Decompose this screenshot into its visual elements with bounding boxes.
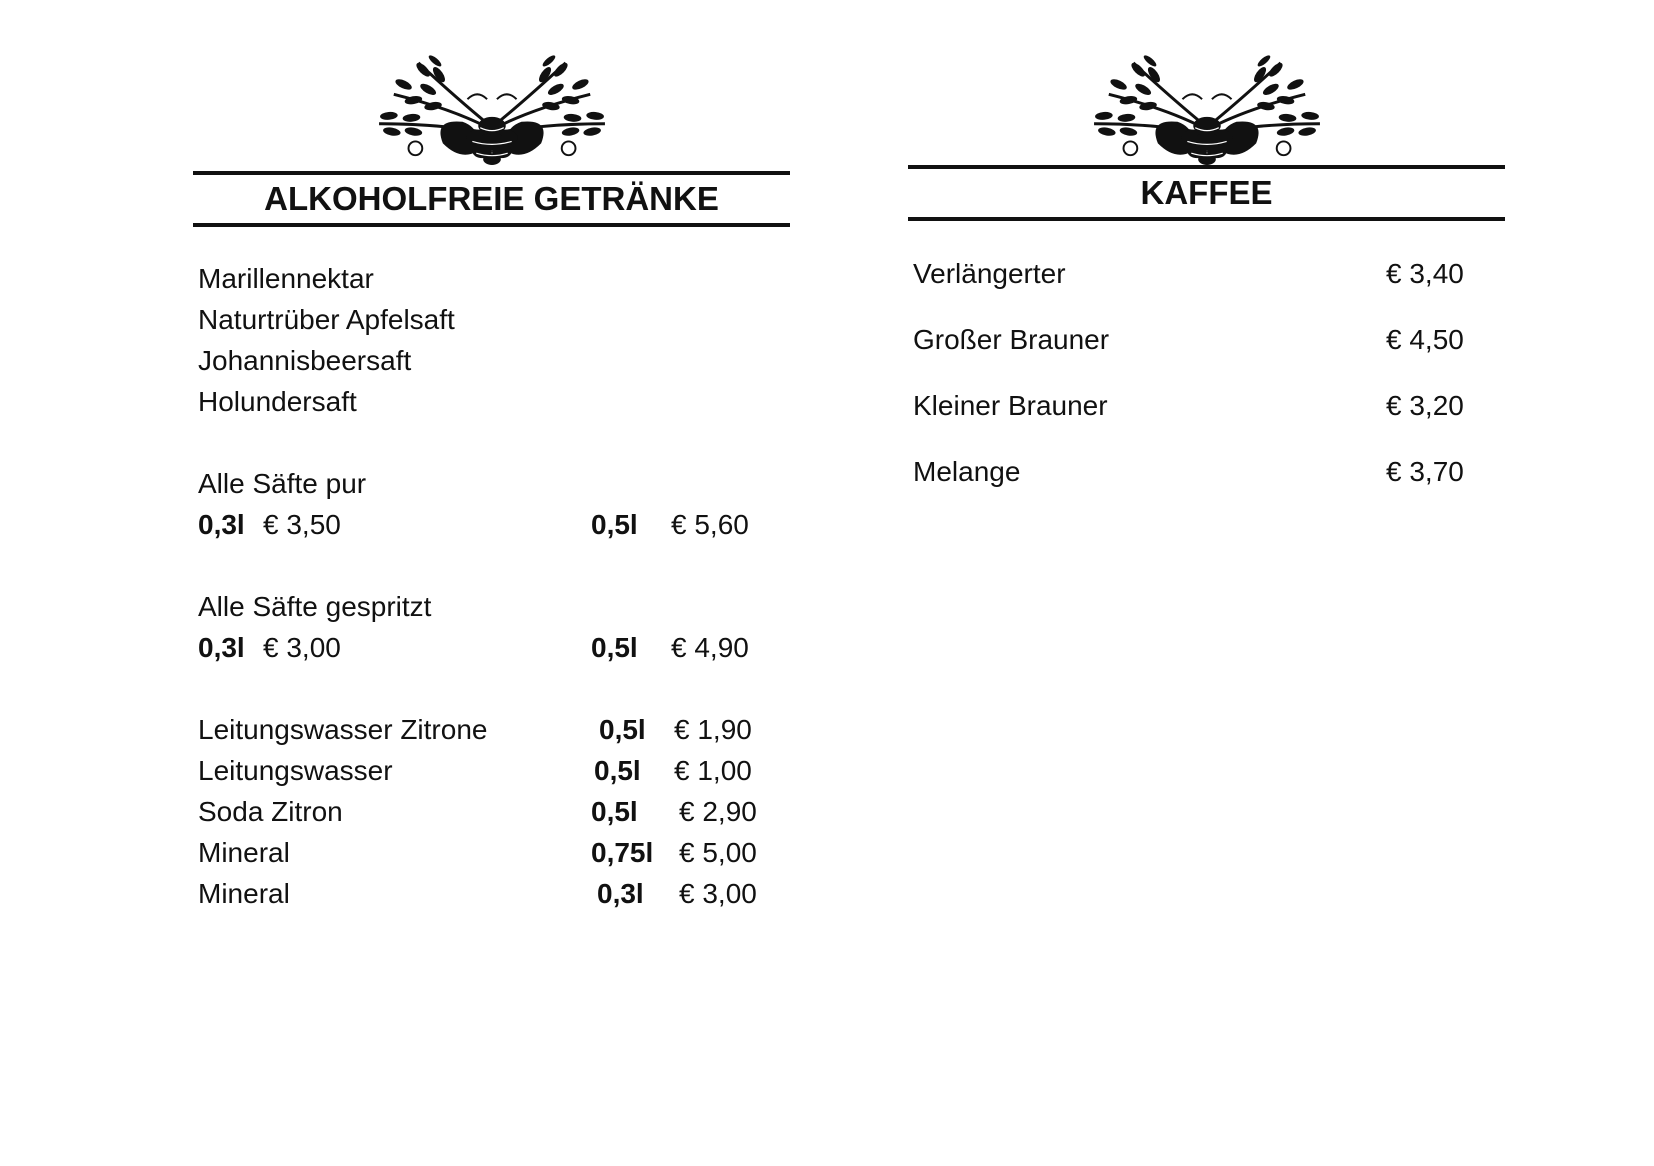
- size-label: 0,5l: [591, 796, 638, 827]
- juices-pure-label: Alle Säfte pur: [198, 468, 367, 499]
- list-item: Johannisbeersaft: [198, 345, 412, 376]
- price-label: € 3,20: [1386, 390, 1464, 421]
- juices-spritzed-label: Alle Säfte gespritzt: [198, 591, 432, 622]
- price-label: € 5,60: [671, 509, 749, 540]
- list-item-name: Mineral: [198, 837, 290, 868]
- size-label: 0,75l: [591, 837, 654, 868]
- price-label: € 3,70: [1386, 456, 1464, 487]
- price-label: € 3,00: [679, 878, 757, 909]
- list-item-name: Großer Brauner: [913, 324, 1110, 355]
- price-label: € 1,90: [674, 714, 752, 745]
- list-item-name: Leitungswasser Zitrone: [198, 714, 488, 745]
- size-label: 0,5l: [594, 755, 641, 786]
- size-label: 0,3l: [198, 632, 245, 663]
- list-item-name: Verlängerter: [913, 258, 1066, 289]
- section-title: KAFFEE: [908, 165, 1505, 221]
- wheat-hops-ornament-icon: [1087, 55, 1327, 165]
- price-label: € 3,50: [263, 509, 341, 540]
- price-label: € 5,00: [679, 837, 757, 868]
- size-label: 0,5l: [591, 632, 638, 663]
- price-label: € 2,90: [679, 796, 757, 827]
- size-label: 0,5l: [591, 509, 638, 540]
- price-label: € 1,00: [674, 755, 752, 786]
- list-item: Holundersaft: [198, 386, 357, 417]
- list-item: Marillennektar: [198, 263, 374, 294]
- list-item: Naturtrüber Apfelsaft: [198, 304, 455, 335]
- coffee-section: [908, 55, 1505, 487]
- non-alcoholic-drinks-section: [193, 55, 790, 909]
- size-label: 0,5l: [599, 714, 646, 745]
- list-item-name: Leitungswasser: [198, 755, 393, 786]
- price-label: € 3,00: [263, 632, 341, 663]
- wheat-hops-ornament-icon: [372, 55, 612, 165]
- price-label: € 4,90: [671, 632, 749, 663]
- list-item-name: Soda Zitron: [198, 796, 343, 827]
- size-label: 0,3l: [198, 509, 245, 540]
- price-label: € 3,40: [1386, 258, 1464, 289]
- section-title: ALKOHOLFREIE GETRÄNKE: [193, 171, 790, 227]
- list-item-name: Kleiner Brauner: [913, 390, 1108, 421]
- list-item-name: Mineral: [198, 878, 290, 909]
- size-label: 0,3l: [597, 878, 644, 909]
- list-item-name: Melange: [913, 456, 1021, 487]
- price-label: € 4,50: [1386, 324, 1464, 355]
